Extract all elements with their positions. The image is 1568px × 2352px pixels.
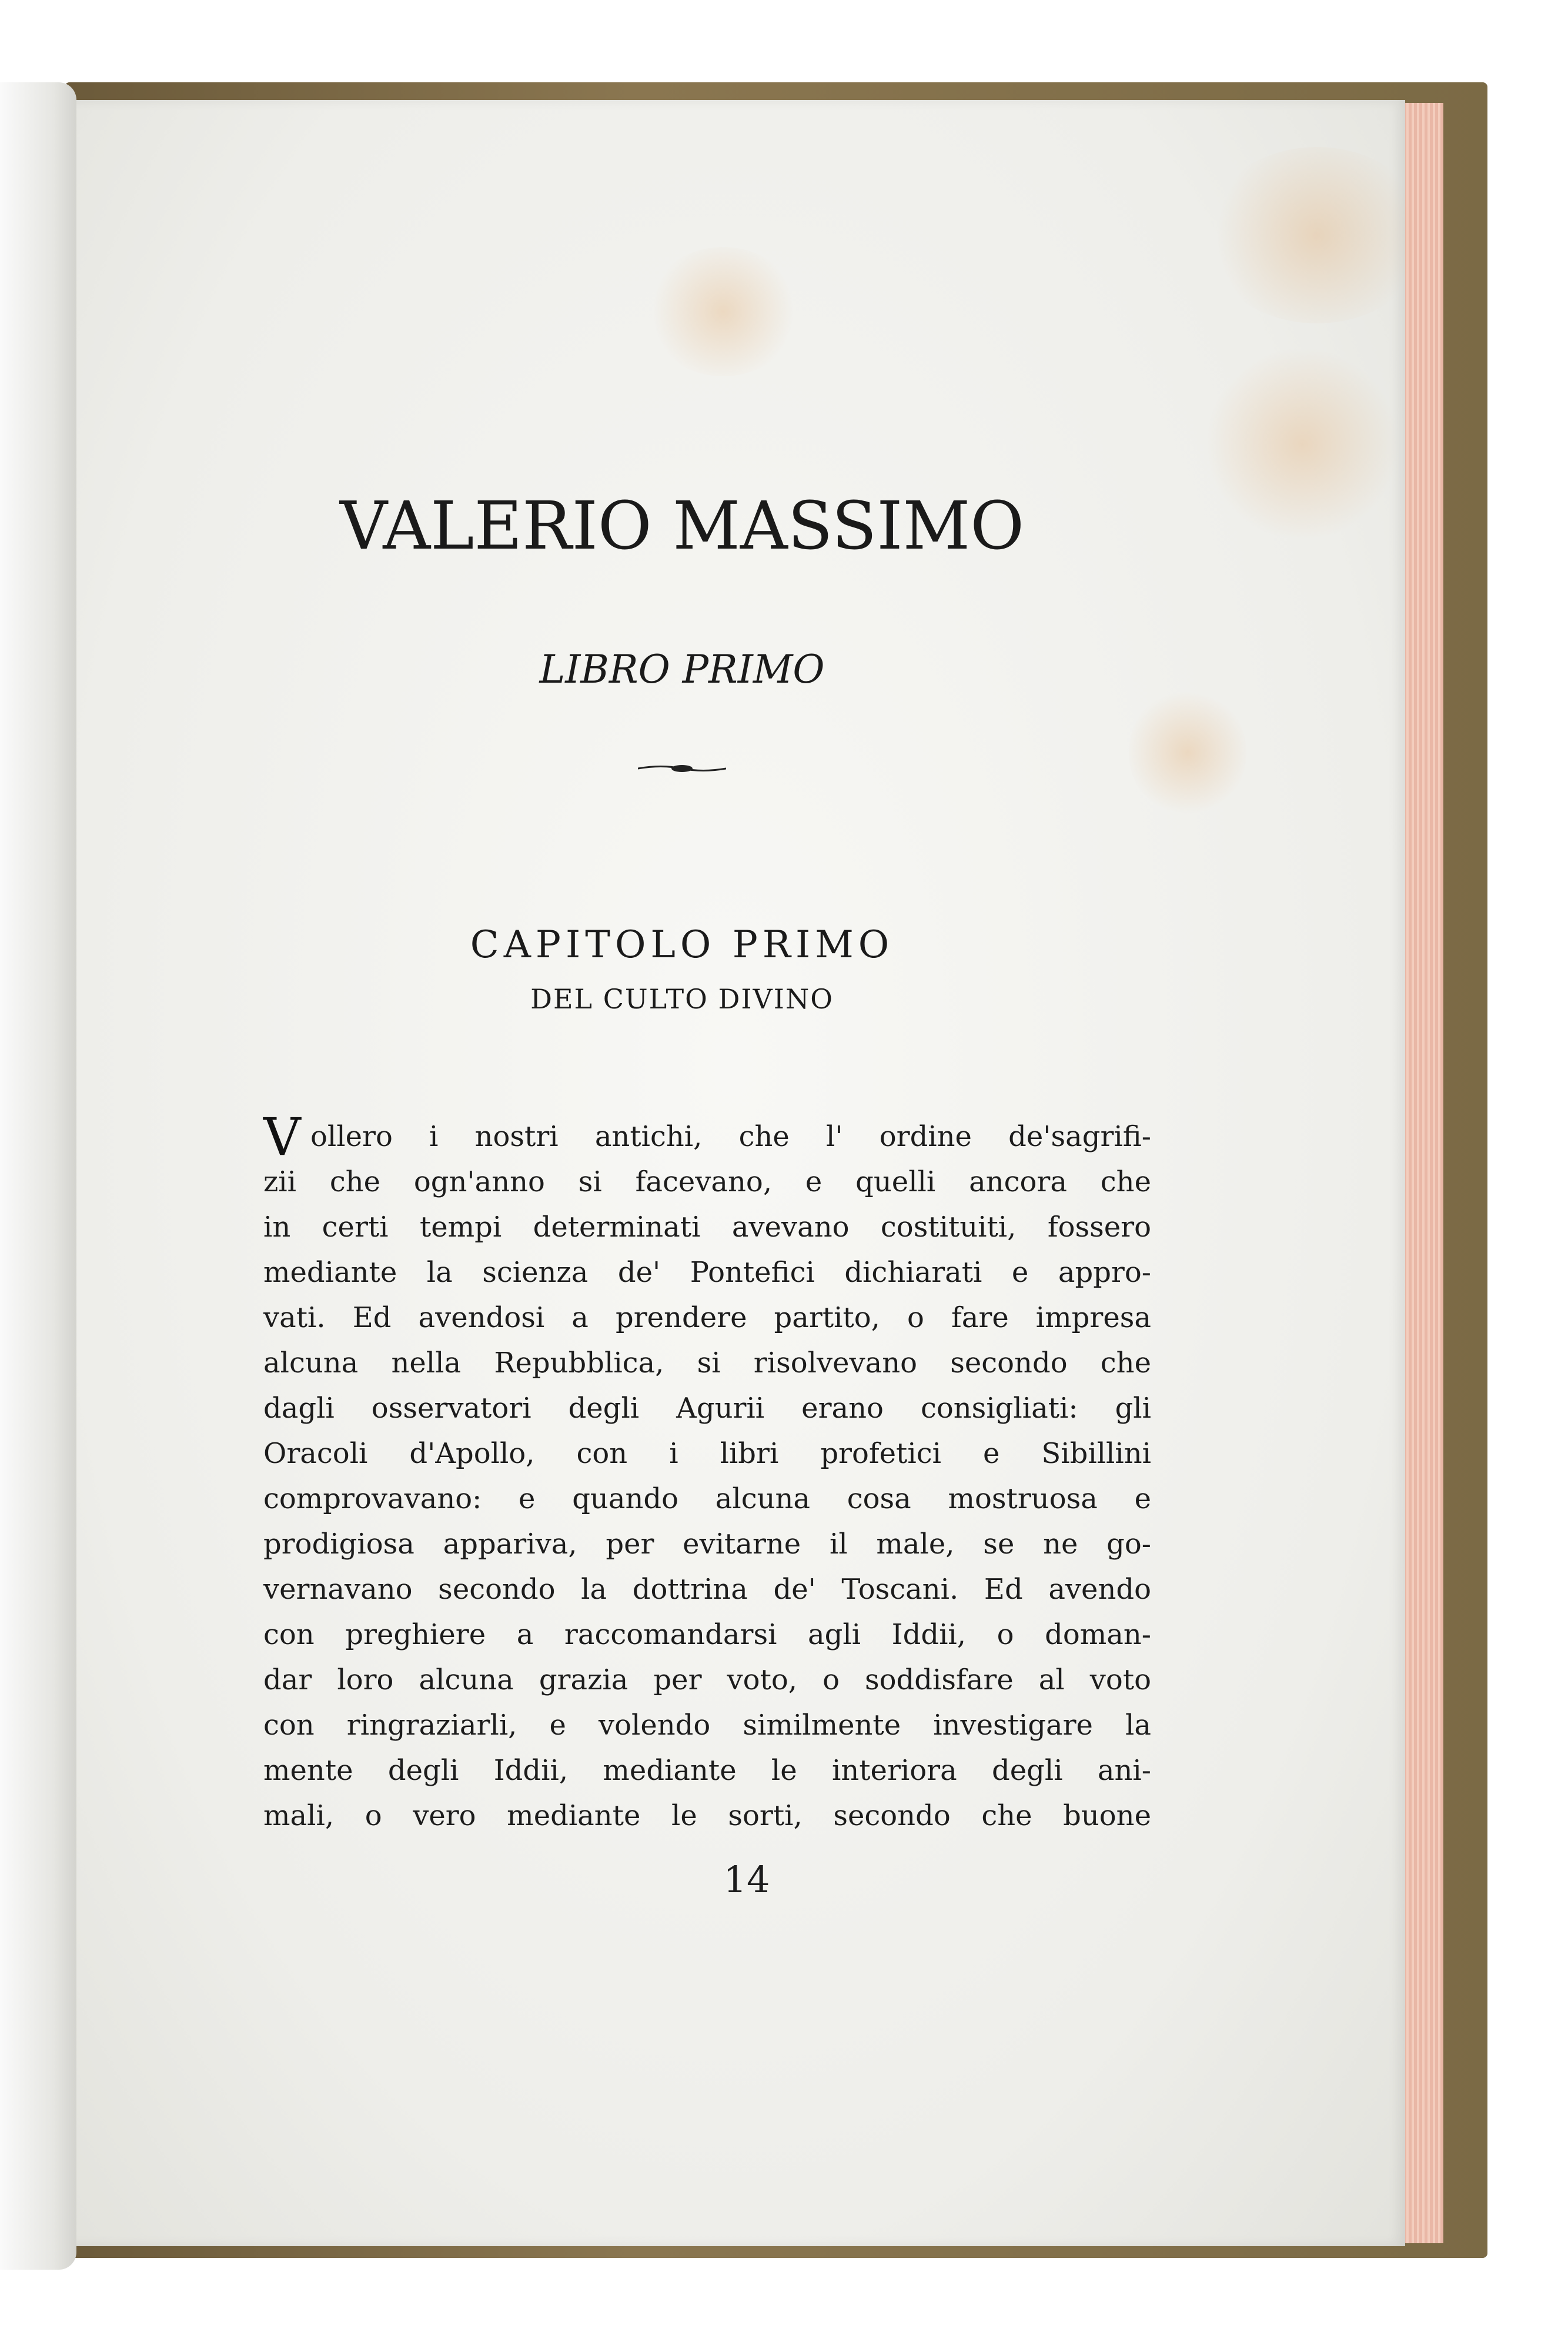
text-line: mente degli Iddii, mediante le interiora degli ani- bbox=[263, 1754, 1151, 1787]
text-line: vernavano secondo la dottrina de' Toscani. Ed avendo bbox=[263, 1573, 1151, 1606]
chapter-subtitle: DEL CULTO DIVINO bbox=[530, 983, 834, 1015]
text-line: ollero i nostri antichi, che l' ordine de'sagrifi- bbox=[310, 1120, 1151, 1153]
foxing-stain bbox=[647, 247, 800, 376]
foxing-stain bbox=[1205, 347, 1399, 541]
chapter-title: CAPITOLO PRIMO bbox=[470, 923, 894, 967]
foxing-stain bbox=[1205, 147, 1429, 323]
text-line: comprovavano: e quando alcuna cosa mostruosa e bbox=[263, 1482, 1151, 1515]
drop-cap: V bbox=[263, 1107, 301, 1167]
text-line: dagli osservatori degli Agurii erano consigliati: gli bbox=[263, 1392, 1151, 1425]
text-line: in certi tempi determinati avevano costituiti, fossero bbox=[263, 1211, 1151, 1244]
text-line: Oracoli d'Apollo, con i libri profetici e Sibillini bbox=[263, 1437, 1151, 1470]
text-line: alcuna nella Repubblica, si risolvevano secondo che bbox=[263, 1347, 1151, 1379]
text-line: con preghiere a raccomandarsi agli Iddii, o doman- bbox=[263, 1618, 1151, 1651]
text-line: mali, o vero mediante le sorti, secondo che buone bbox=[263, 1799, 1151, 1832]
foxing-stain bbox=[1129, 688, 1246, 817]
text-line: vati. Ed avendosi a prendere partito, o fare impresa bbox=[263, 1301, 1151, 1334]
ornament-divider-icon bbox=[638, 762, 726, 775]
body-text bbox=[263, 1107, 1151, 1839]
text-line: prodigiosa appariva, per evitarne il male, se ne go- bbox=[263, 1528, 1151, 1561]
book-heading: LIBRO PRIMO bbox=[539, 647, 825, 692]
text-line: zii che ogn'anno si facevano, e quelli ancora che bbox=[263, 1165, 1151, 1198]
previous-page-edge bbox=[0, 82, 76, 2270]
text-line: mediante la scienza de' Pontefici dichiarati e appro- bbox=[263, 1256, 1151, 1289]
text-line: con ringraziarli, e volendo similmente investigare la bbox=[263, 1709, 1151, 1742]
page-title: VALERIO MASSIMO bbox=[339, 488, 1025, 564]
page-number: 14 bbox=[723, 1858, 770, 1901]
text-line: dar loro alcuna grazia per voto, o soddisfare al voto bbox=[263, 1663, 1151, 1696]
